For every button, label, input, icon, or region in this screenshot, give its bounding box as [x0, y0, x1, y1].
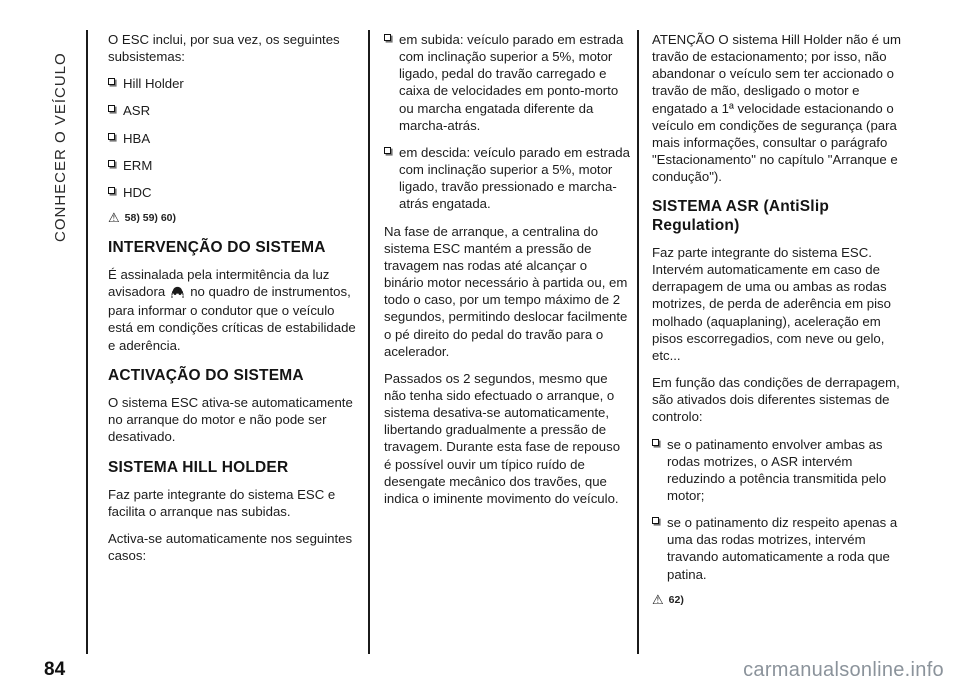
vertical-divider [368, 30, 370, 654]
list-item-label: ASR [123, 103, 151, 119]
note-references [652, 593, 912, 608]
paragraph: Faz parte integrante do sistema ESC. Intervém automaticamente em caso de derrapagem de uma ou ambas as rodas motrizes, de perda de aderência em piso molhado (aquaplaning), aceleração em pisos escorregadios, com neve ou gelo, etc... [652, 244, 891, 363]
warning-triangle-icon: ⚠ [108, 211, 120, 227]
column-2 [384, 31, 630, 517]
list-item-label: Hill Holder [123, 76, 184, 92]
checkbox-bullet-icon [108, 133, 115, 140]
list-item [384, 144, 630, 213]
section-heading: SISTEMA ASR (AntiSlip Regulation) [652, 198, 829, 234]
checkbox-bullet-icon [384, 34, 391, 41]
paragraph: Passados os 2 segundos, mesmo que não tenha sido efectuado o arranque, o sistema desativa-se automaticamente, libertando gradualmente a pressão de travagem. Durante esta fase de repouso é possível ouvir um típico ruído de desengate mecânico dos travões, que indica o iminente movimento do veículo. [384, 370, 621, 506]
note-reference-numbers: 58) 59) 60) [124, 212, 177, 225]
paragraph [108, 266, 360, 354]
list-item [108, 102, 360, 119]
list-item-label: em descida: veículo parado em estrada com inclinação superior a 5%, motor ligado, travão pressionado e marcha-atrás engatada. [399, 144, 630, 212]
list-item [108, 157, 360, 174]
list-item-label: HDC [123, 184, 152, 200]
list-item [652, 436, 912, 505]
paragraph: Activa-se automaticamente nos seguintes casos: [108, 531, 353, 564]
chapter-tab [48, 28, 74, 246]
esc-warning-lamp-icon [169, 285, 186, 302]
checkbox-bullet-icon [384, 147, 391, 154]
paragraph-text: no quadro de instrumentos, para informar o condutor que o veículo está em condições críticas de estabilidade e aderência. [108, 284, 356, 353]
checkbox-bullet-icon [108, 160, 115, 167]
warning-triangle-icon: ⚠ [652, 592, 664, 608]
chapter-title-vertical: CONHECER O VEÍCULO [52, 52, 69, 242]
paragraph: O ESC inclui, por sua vez, os seguintes subsistemas: [108, 32, 340, 65]
list-item-label: em subida: veículo parado em estrada com inclinação superior a 5%, motor ligado, pedal do travão carregado e caixa de velocidades em ponto-morto ou marcha engatada diferente da marcha-atrás. [399, 32, 624, 133]
column-1 [108, 31, 360, 574]
note-references [108, 211, 360, 226]
list-item-label: ERM [123, 157, 153, 173]
page-number: 84 [44, 659, 66, 680]
paragraph-text: É assinalada pela intermitência da luz avisadora [108, 267, 330, 300]
paragraph: Faz parte integrante do sistema ESC e facilita o arranque nas subidas. [108, 486, 336, 519]
list-item [384, 31, 630, 134]
list-item [108, 130, 360, 147]
list-item-label: HBA [123, 130, 151, 146]
list-item-label: se o patinamento envolver ambas as rodas motrizes, o ASR intervém reduzindo a potência transmitida pelo motor; [667, 436, 887, 503]
checkbox-bullet-icon [108, 105, 115, 112]
paragraph: ATENÇÃO O sistema Hill Holder não é um travão de estacionamento; por isso, não abandonar o veículo sem ter accionado o travão de mão, desligado o motor e engatado a 1ª velocidade estacionando o veículo em condições de segurança (para mais informações, consultar o parágrafo "Estacionamento" no capítulo "Arranque e condução"). [652, 32, 901, 185]
checkbox-bullet-icon [108, 78, 115, 85]
paragraph: Na fase de arranque, a centralina do sistema ESC mantém a pressão de travagem nas rodas até alcançar o binário motor necessário à partida ou, em todo o caso, por um tempo máximo de 2 segundos, permitindo deslocar facilmente o pé direito do pedal do travão para o acelerador. [384, 223, 628, 359]
section-heading: SISTEMA HILL HOLDER [108, 458, 289, 476]
checkbox-bullet-icon [652, 439, 659, 446]
section-heading: ACTIVAÇÃO DO SISTEMA [108, 366, 304, 384]
column-3 [652, 31, 912, 619]
list-item [108, 184, 360, 201]
paragraph: O sistema ESC ativa-se automaticamente no arranque do motor e não pode ser desativado. [108, 395, 353, 445]
checkbox-bullet-icon [108, 187, 115, 194]
list-item-label: se o patinamento diz respeito apenas a uma das rodas motrizes, intervém travando automaticamente a roda que patina. [667, 515, 898, 582]
watermark: carmanualsonline.info [743, 659, 944, 681]
vertical-divider [86, 30, 88, 654]
vertical-divider [637, 30, 639, 654]
list-item [652, 514, 912, 583]
paragraph: Em função das condições de derrapagem, são ativados dois diferentes sistemas de controlo: [652, 375, 900, 425]
section-heading: INTERVENÇÃO DO SISTEMA [108, 238, 326, 256]
list-item [108, 75, 360, 92]
note-reference-numbers: 62) [668, 593, 684, 606]
checkbox-bullet-icon [652, 517, 659, 524]
